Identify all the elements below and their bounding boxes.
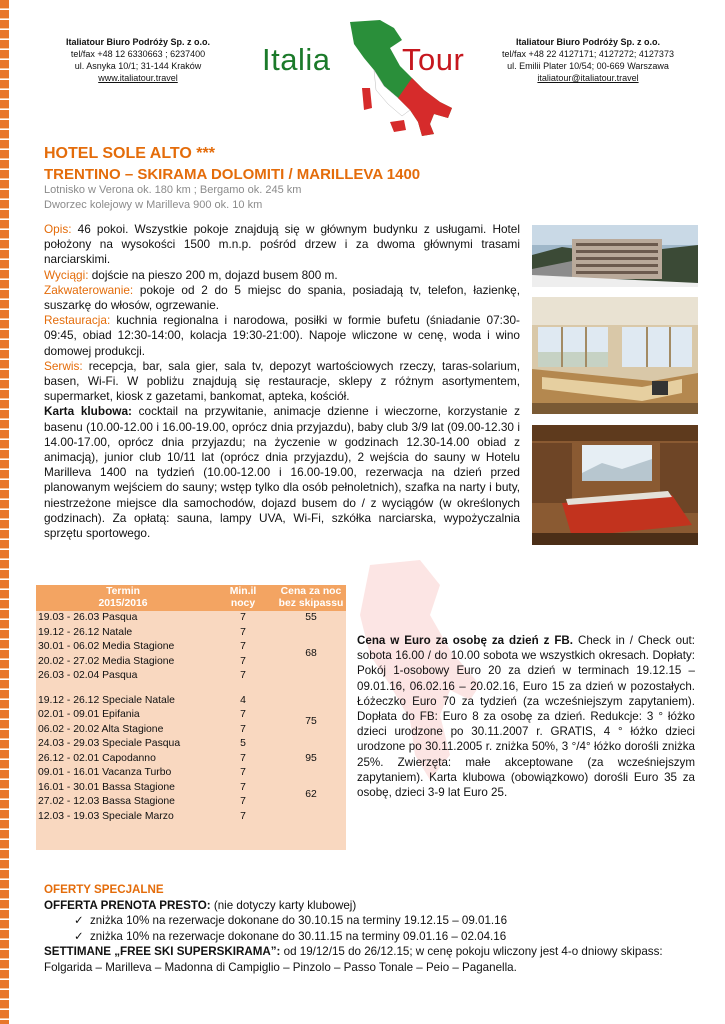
email-link[interactable]: italiatour@italiatour.travel: [537, 73, 639, 83]
term-label: 19.12 - 26.12 Natale: [38, 626, 133, 638]
nights-value: 7: [240, 796, 246, 807]
serwis-text: recepcja, bar, sala gier, sala tv, depozyt wartościowych rzeczy, taras-solarium, basen, Wi-Fi. W pobliżu znajdują się restauracje, sklepy z różnym asortymentem, supermarket, kiosk z gazetami, bankomat, apteka, kościół.: [44, 358, 520, 404]
nights-value: 4: [240, 694, 246, 706]
table-row: [36, 694, 346, 752]
header-price: Cena za noc bez skipassu: [276, 585, 346, 611]
office-address: ul. Emilii Plater 10/54; 00-669 Warszawa: [507, 61, 669, 71]
nights-value: 7: [240, 752, 246, 764]
price-info-text: Check in / Check out: sobota 16.00 / do 10.00 sobota we wszystkich okresach. Dopłaty: Pokój 1-osobowy Euro 20 za dzień w terminach 19.12.15 – 09.01.16, 06.02.16 – 20.02.16, Euro 15 za dzień w pozostałych. Łóżeczko Euro 70 za tydzień (za wcześniejszym zapytaniem). Dopłata do FB: Euro 8 za osobę za dzień. Redukcje: 3 ° łóżko dzieci urodzone po 30.11.2007 r. GRATIS, 4 ° łóżko dzieci urodzone po 30.11.2005 r. zniżka 50%, 3 °/4° łóżko dorośli zniżka 25%. Zwierzęta: małe akceptowane (za wcześniejszym zapytaniem). Karta klubowa (obowiązkowo) dorośli Euro 35 za osobę, dzieci 3-9 lat Euro 25.: [357, 634, 696, 800]
office-name: Italiatour Biuro Podróży Sp. z o.o.: [515, 37, 660, 47]
term-label: 27.02 - 12.03 Bassa Stagione: [38, 796, 175, 807]
offer-item: [44, 913, 684, 929]
presto-line: [44, 898, 684, 914]
special-offers: [44, 882, 684, 975]
restauracja-label: Restauracja:: [44, 313, 111, 328]
nights-value: 7: [240, 612, 246, 623]
office-phone: tel/fax +48 12 6330663 ; 6237400: [70, 49, 206, 59]
karta-label: Karta klubowa:: [44, 404, 132, 419]
office-name: Italiatour Biuro Podróży Sp. z o.o.: [65, 37, 210, 47]
hotel-exterior-photo: [532, 225, 698, 287]
offer-item-text: zniżka 10% na rezerwacje dokonane do 30.10.15 na terminy 19.12.15 – 09.01.16: [90, 914, 508, 927]
logo-word-tour: Tour: [402, 42, 465, 77]
term-label: 16.01 - 30.01 Bassa Stagione: [38, 781, 175, 793]
restauracja-paragraph: [44, 313, 520, 359]
presto-note: (nie dotyczy karty klubowej): [210, 898, 357, 912]
serwis-paragraph: [44, 359, 520, 405]
nights-value: 7: [240, 655, 246, 667]
term-label: 12.03 - 19.03 Speciale Marzo: [38, 810, 174, 822]
wyciagi-label: Wyciągi:: [44, 267, 89, 282]
italy-map-icon: [262, 18, 477, 138]
table-row: [36, 766, 346, 824]
karta-text: cocktail na przywitanie, animacje dzienne i wieczorne, korzystanie z basenu (10.00-12.00 i 16.00-19.00, oprócz dnia przyjazdu), baby club 3/9 lat (09.00-12.30 i 14.00-17.00, oprócz dnia przyjazdu; na życzenie w godzinach 12.30-14.00 obiad z animacją), junior club 10/11 lat (oprócz dnia przyjazdu), 2 wejścia do sauny w Hotelu Marilleva 1400 na tydzień (10.00-12.00 i 16.00-19.00, rezerwacja na dzień przed planowanym wejściem do sauny; wstęp tylko dla osób pełnoletnich), szafka na narty i buty, niestrzeżone miejsce dla samochodów, dojazd busem do / z wyciągów (w określonych godzinach). Za opłatą: sauna, lampy UVA, Wi-Fi, szkółka narciarska, wypożyczalnia sprzętu sportowego.: [44, 404, 520, 541]
nights-value: 7: [240, 781, 246, 793]
price-value: 95: [276, 752, 346, 767]
nights-value: 7: [240, 723, 246, 735]
hotel-name: HOTEL SOLE ALTO ***: [44, 145, 215, 162]
restauracja-text: kuchnia regionalna i narodowa, posiłki w formie bufetu (śniadanie 07:30-09:45, obiad 12:30-14:00, kolacja 19:30-21:00). Napoje wliczone w cenę, woda i wino domowej produkcji.: [44, 313, 520, 358]
nights-value: 7: [240, 626, 246, 638]
website-link[interactable]: www.italiatour.travel: [98, 73, 178, 83]
hotel-room-photo: [532, 425, 698, 545]
price-info: [357, 633, 695, 800]
zakwaterowanie-text: pokoje od 2 do 5 miejsc do spania, posiadają tv, telefon, łazienkę, suszarkę do włosów, ogrzewanie.: [44, 282, 520, 313]
settimane-paragraph: [44, 944, 684, 975]
header-min-nights: Min.il nocy: [210, 585, 276, 611]
presto-label: OFFERTA PRENOTA PRESTO:: [44, 898, 211, 912]
zakwaterowanie-paragraph: [44, 283, 520, 313]
term-label: 19.03 - 26.03 Pasqua: [38, 612, 138, 623]
price-value: 55: [276, 611, 346, 626]
distance-airport: Lotnisko w Verona ok. 180 km ; Bergamo ok. 245 km: [44, 184, 302, 196]
wyciagi-paragraph: [44, 268, 520, 283]
price-table: [36, 585, 346, 850]
checkmark-icon: ✓: [74, 914, 84, 927]
term-label: 26.12 - 02.01 Capodanno: [38, 752, 156, 764]
decorative-border: [0, 0, 9, 1024]
term-label: 02.01 - 09.01 Epifania: [38, 709, 140, 720]
resort-name: TRENTINO – SKIRAMA DOLOMITI / MARILLEVA 1400: [44, 166, 421, 183]
logo-word-italia: Italia: [262, 42, 331, 77]
price-info-label: Cena w Euro za osobę za dzień z FB.: [357, 634, 574, 647]
term-label: 30.01 - 06.02 Media Stagione: [38, 641, 175, 652]
office-address: ul. Asnyka 10/1; 31-144 Kraków: [74, 61, 202, 71]
term-label: 24.03 - 29.03 Speciale Pasqua: [38, 738, 181, 749]
header-term: Termin 2015/2016: [36, 585, 210, 611]
italiatour-logo: [262, 18, 477, 138]
offer-item: [44, 929, 684, 945]
offer-item-text: zniżka 10% na rezerwacje dokonane do 30.11.15 na terminy 09.01.16 – 02.04.16: [90, 929, 507, 943]
table-row: [36, 752, 346, 767]
zakwaterowanie-label: Zakwaterowanie:: [44, 282, 134, 297]
wyciagi-text: dojście na pieszo 200 m, dojazd busem 800 m.: [88, 267, 338, 282]
term-label: 19.12 - 26.12 Speciale Natale: [38, 694, 175, 706]
nights-value: 7: [240, 709, 246, 720]
karta-paragraph: [44, 404, 520, 541]
hotel-lounge-photo: [532, 297, 698, 414]
nights-value: 7: [240, 810, 246, 822]
table-row: [36, 626, 346, 684]
office-phone: tel/fax +48 22 4127171; 4127272; 4127373: [502, 49, 674, 59]
opis-label: Opis:: [44, 222, 72, 236]
term-label: 06.02 - 20.02 Alta Stagione: [38, 723, 164, 735]
serwis-label: Serwis:: [44, 358, 83, 373]
nights-value: 7: [240, 767, 246, 778]
opis-paragraph: [44, 222, 520, 268]
table-row: [36, 611, 346, 626]
term-label: 26.03 - 02.04 Pasqua: [38, 670, 138, 681]
price-value: 75: [276, 694, 346, 752]
checkmark-icon: ✓: [74, 929, 84, 943]
nights-value: 7: [240, 670, 246, 681]
settimane-label: SETTIMANE „FREE SKI SUPERSKIRAMA”:: [44, 945, 281, 958]
settimane-text: od 19/12/15 do 26/12.15; w cenę pokoju wliczony jest 4-o dniowy skipass: Folgarida – Marilleva – Madonna di Campiglio – Pinzolo – Passo Tonale – Peio – Paganella.: [44, 945, 663, 974]
term-label: 09.01 - 16.01 Vacanza Turbo: [38, 767, 172, 778]
office-warszawa: [488, 36, 688, 84]
distance-station: Dworzec kolejowy w Marilleva 900 ok. 10 km: [44, 199, 263, 211]
nights-value: 5: [240, 738, 246, 749]
term-label: 20.02 - 27.02 Media Stagione: [38, 655, 175, 667]
price-value: 62: [276, 766, 346, 824]
nights-value: 7: [240, 641, 246, 652]
hotel-description: [44, 222, 520, 541]
price-value: 68: [276, 626, 346, 684]
opis-text: 46 pokoi. Wszystkie pokoje znajdują się w głównym budynku z usługami. Hotel położony na wysokości 1500 m.n.p. pośród drzew i za dwoma głównymi trasami narciarskimi.: [44, 222, 520, 267]
office-krakow: [52, 36, 224, 84]
offers-heading: OFERTY SPECJALNE: [44, 883, 164, 896]
